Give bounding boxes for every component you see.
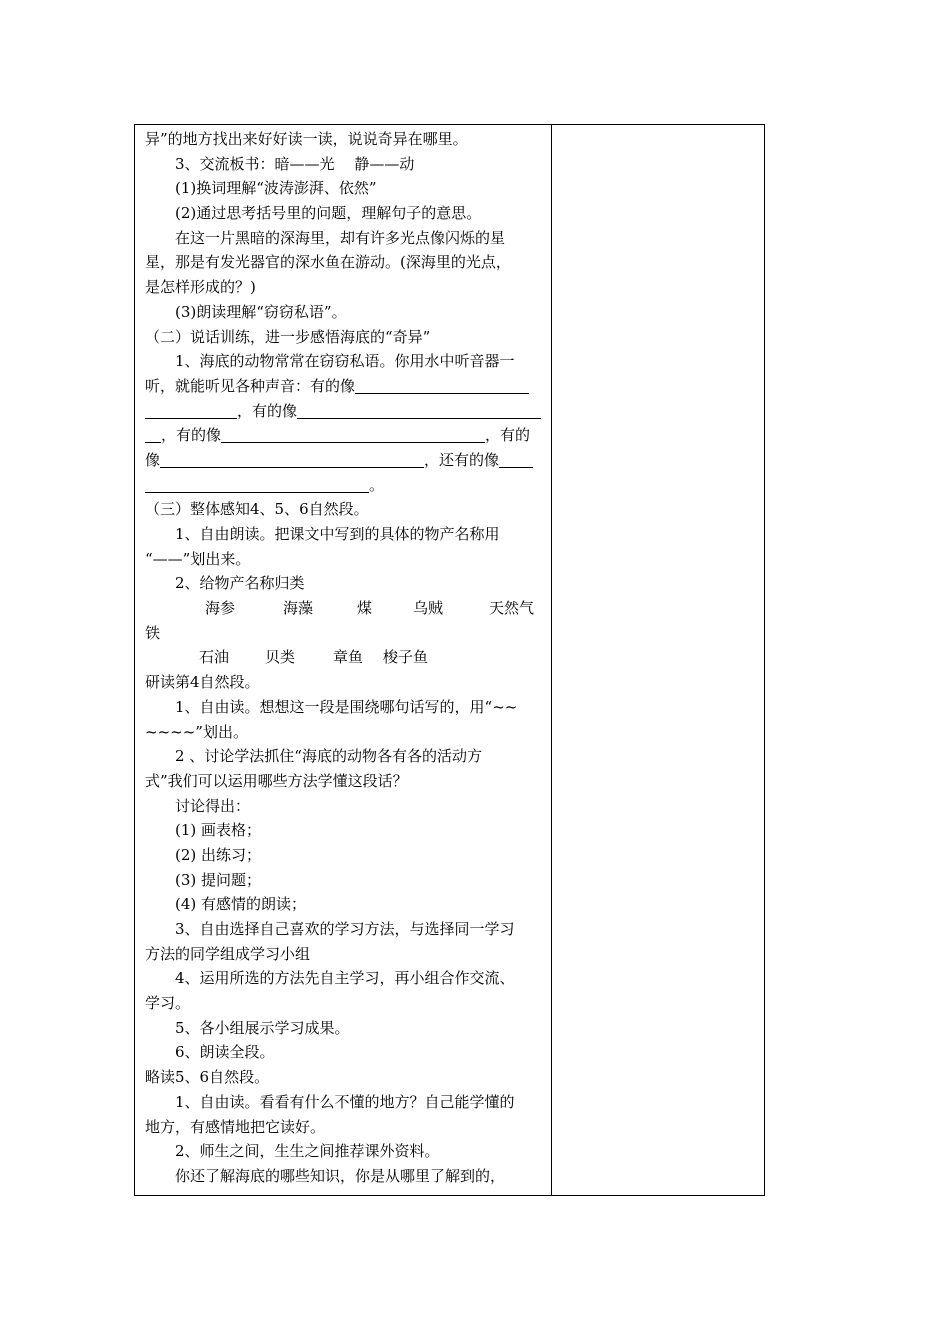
text-line: 1、自由读。想想这一段是围绕哪句话写的，用“~~ [175, 697, 518, 716]
product-name: 海藻 [283, 599, 314, 618]
lesson-content-cell [135, 125, 552, 1196]
product-name: 石油 [199, 648, 230, 667]
fill-blank-line [145, 448, 543, 473]
text-line: 是怎样形成的？) [145, 278, 256, 297]
notes-cell [552, 125, 765, 1196]
text-line: 2、给物产名称归类 [175, 574, 305, 593]
text-line: 3、交流板书：暗——光 静——动 [175, 154, 415, 173]
text-line: 讨论得出： [175, 796, 251, 815]
product-names-row [145, 596, 543, 621]
text-fragment: 。 [369, 475, 385, 494]
text-line: 你还了解海底的哪些知识，你是从哪里了解到的， [175, 1166, 506, 1185]
text-fragment: ，还有的像 [424, 450, 500, 469]
lesson-table [134, 124, 765, 1196]
answer-blank [145, 426, 161, 443]
text-fragment: ，有的像 [237, 401, 298, 420]
text-fragment: 像 [145, 450, 161, 469]
text-line: 式”我们可以运用哪些方法学懂这段话？ [145, 771, 408, 790]
product-name: 煤 [357, 599, 373, 618]
lesson-text [135, 125, 551, 1189]
text-line: 5、各小组展示学习成果。 [175, 1018, 350, 1037]
text-line: (2)通过思考括号里的问题，理解句子的意思。 [175, 204, 482, 223]
text-line: 1、自由读。看看有什么不懂的地方？自己能学懂的 [175, 1092, 515, 1111]
text-line: 地方，有感情地把它读好。 [145, 1117, 326, 1136]
fill-blank-line [145, 399, 543, 424]
product-name: 章鱼 [333, 648, 364, 667]
text-line: (1)换词理解“波涛澎湃、依然” [175, 179, 377, 198]
answer-blank [160, 451, 424, 468]
answer-blank [297, 402, 541, 419]
text-line: (3)朗读理解“窃窃私语”。 [175, 302, 347, 321]
product-name: 梭子鱼 [383, 648, 429, 667]
answer-blank [145, 402, 237, 419]
text-fragment: ，有的 [485, 426, 531, 445]
text-line: 6、朗读全段。 [175, 1043, 275, 1062]
list-item: (1) 画表格； [175, 821, 262, 840]
answer-blank [221, 426, 485, 443]
text-line: 2、师生之间，生生之间推荐课外资料。 [175, 1142, 440, 1161]
list-item: (4) 有感情的朗读； [175, 895, 307, 914]
answer-blank [499, 451, 533, 468]
text-line: 异”的地方找出来好好读一读，说说奇异在哪里。 [145, 130, 468, 148]
text-line: 星，那是有发光器官的深水鱼在游动。(深海里的光点， [145, 253, 511, 272]
list-item: (2) 出练习； [175, 845, 262, 864]
text-line: 在这一片黑暗的深海里，却有许多光点像闪烁的星 [175, 228, 506, 247]
product-name: 乌贼 [413, 599, 444, 618]
list-item: (3) 提问题； [175, 870, 262, 889]
fill-blank-line [145, 423, 543, 448]
text-fragment: 听，就能听见各种声音：有的像 [145, 376, 356, 395]
text-line: 方法的同学组成学习小组 [145, 944, 311, 963]
text-line: 1、自由朗读。把课文中写到的具体的物产名称用 [175, 525, 500, 543]
text-line: ~~~~”划出。 [145, 722, 248, 741]
text-line: 铁 [145, 623, 161, 642]
product-name: 海参 [205, 599, 236, 618]
product-name: 贝类 [265, 648, 296, 667]
product-name: 天然气 [489, 599, 535, 618]
fill-blank-line [145, 473, 543, 498]
text-line: 学习。 [145, 994, 191, 1013]
text-line: “——”划出来。 [145, 549, 251, 568]
product-names-row [145, 645, 543, 670]
fill-blank-line [145, 374, 543, 399]
text-fragment: ，有的像 [161, 426, 222, 445]
text-line: 1、海底的动物常常在窃窃私语。你用水中听音器一 [175, 352, 515, 371]
text-line: 4、运用所选的方法先自主学习，再小组合作交流、 [175, 969, 515, 988]
section-heading: （三）整体感知4、5、6自然段。 [145, 500, 369, 519]
section-heading: 研读第4自然段。 [145, 673, 260, 692]
text-line: 3、自由选择自己喜欢的学习方法，与选择同一学习 [175, 920, 515, 938]
answer-blank [145, 476, 369, 493]
text-line: 2 、讨论学法抓住“海底的动物各有各的活动方 [175, 747, 482, 766]
section-heading: 略读5、6自然段。 [145, 1068, 270, 1087]
answer-blank [355, 377, 529, 394]
section-heading: （二）说话训练，进一步感悟海底的“奇异” [145, 327, 431, 346]
